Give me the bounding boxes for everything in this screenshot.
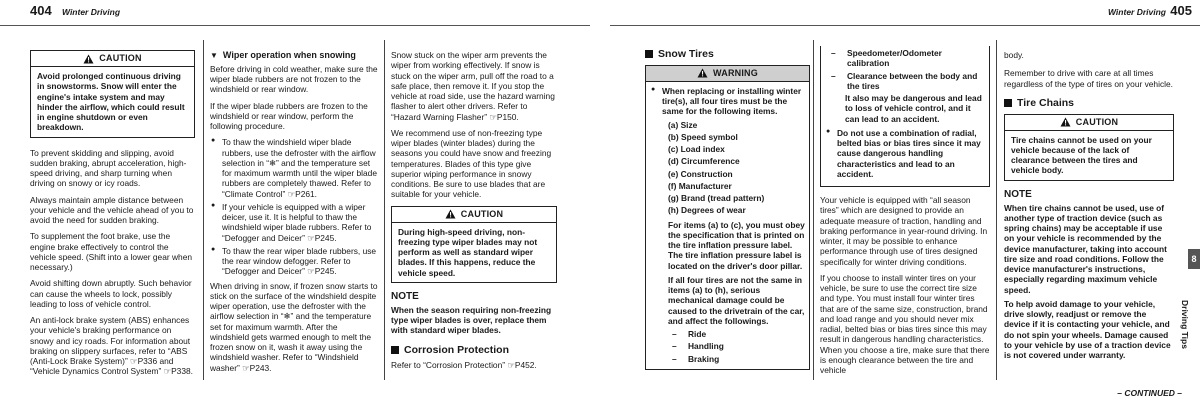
list-item: (d) Circumference [668, 156, 740, 167]
list-item: (e) Construction [668, 168, 733, 179]
snow-tires-heading [645, 48, 810, 61]
caution-label: CAUTION [99, 53, 142, 64]
bullet-item: ● To thaw the rear wiper blade rubbers, use the rear window defogger. Refer to “Defogger and Deicer” ☞P245. [210, 246, 378, 277]
effects-list [825, 48, 985, 91]
warning-bullets [825, 128, 985, 179]
caution-box [1004, 114, 1174, 181]
paragraph: We recommend use of non-freezing type wiper blades (winter blades) during the seasons you could have snow and freezing temperatures. Blades of this type give superior wiping performance in snowy conditions. Be sure to use blades that are suitable for your vehicle. [391, 127, 552, 200]
paragraph: An anti-lock brake system (ABS) enhances your vehicle's braking performance on snowy and icy roads. For information about braking on slippery surfaces, refer to “ABS (Anti-Lock Brake System)” ☞P336 and “Vehicle Dynamics Control System” ☞P338. [30, 315, 193, 377]
list-item: – Clearance between the body and the tires [827, 71, 985, 92]
paragraph: Always maintain ample distance between your vehicle and the vehicle ahead of you to avoid the need for sudden braking. [30, 194, 194, 225]
list-item: (c) Load index [668, 144, 725, 155]
right-col-3 [1004, 50, 1174, 366]
caution-header [31, 51, 194, 67]
warning-header [646, 66, 809, 82]
warning-label: WARNING [713, 67, 758, 78]
caution-label: CAUTION [1075, 116, 1119, 127]
page-number: 404 [30, 3, 52, 18]
bullet-item: ● To thaw the windshield wiper blade rubbers, use the defroster with the airflow selection in “❄” and the temperature set for maximum warmth until the wiper blade rubbers are completely thawed. Refer to “Climate Control” ☞P261. [210, 137, 378, 199]
section-square-icon [645, 50, 653, 58]
wiper-heading-text: Wiper operation when snowing [222, 50, 356, 60]
warning-triangle-icon [697, 68, 708, 78]
paragraph: Remember to drive with care at all times regardless of the type of tires on your vehicle. [1004, 68, 1173, 89]
warning-body [646, 82, 809, 369]
paragraph: Your vehicle is equipped with “all season tires” which are designed to provide an adequate measure of traction, handling and braking performance in year-round driving. In winter, it may be possible to enhance performance through use of tires designed specifically for winter driving conditions. [820, 195, 988, 267]
caution-header [392, 207, 556, 223]
bullet-item: ● When replacing or installing winter tire(s), all four tires must be the same for the following items. [650, 86, 805, 117]
paragraph: Before driving in cold weather, make sure the wiper blade rubbers are not frozen to the windshield or rear window. [210, 63, 378, 95]
column-divider [203, 40, 204, 380]
right-col-2 [820, 46, 990, 381]
warning-triangle-icon [1060, 117, 1071, 127]
note-heading: NOTE [1004, 188, 1032, 200]
effects-list [668, 329, 805, 364]
paragraph: If you choose to install winter tires on your vehicle, be sure to use the correct tire size and type. You must install four winter tires that are of the same size, construction, brand and load range and you should never mix radial, belted bias or bias tires since this may result in dangerous handling characteristics. When you choose a tire, make sure that there is enough clearance between the tire and vehicle [820, 272, 990, 375]
warning-triangle-icon [445, 209, 456, 219]
paragraph: To prevent skidding and slipping, avoid sudden braking, abrupt acceleration, high-speed driving, and sharp turning when driving on snowy or icy roads. [30, 147, 187, 189]
section-title: Tire Chains [1017, 96, 1074, 109]
corrosion-heading [391, 344, 557, 357]
warning-box-continued [820, 46, 990, 187]
paragraph: body. [1004, 50, 1024, 60]
caution-text: During high-speed driving, non-freezing type wiper blades may not perform as well as standard wiper blades. If this happens, reduce the vehicle speed. [398, 226, 538, 278]
list-item: (g) Brand (tread pattern) [668, 193, 765, 204]
section-square-icon [1004, 99, 1012, 107]
bullet-item: ● If your vehicle is equipped with a wiper deicer, use it. It is helpful to thaw the windshield wiper blade rubbers. Refer to “Defogger and Deicer” ☞P245. [210, 202, 378, 243]
page-number: 405 [1170, 3, 1192, 18]
danger-text: It also may be dangerous and lead to loss of vehicle control, and it can lead to an accident. [845, 93, 982, 124]
paragraph: Snow stuck on the wiper arm prevents the wiper from working effectively. If snow is stuck on the wiper arm, pull off the road to a safe place, then remove it. If you stop the vehicle at road side, use the hazard warning flasher to alert other drivers. Refer to “Hazard Warning Flasher” ☞P150. [391, 50, 555, 122]
note-text: To help avoid damage to your vehicle, drive slowly, readjust or remove the device if it is contacting your vehicle, and do not spin your wheels. Damage caused to your vehicle by use of a traction device is not covered under warranty. [1004, 298, 1171, 361]
chapter-tab[interactable]: 8 [1188, 249, 1200, 269]
section-title: Corrosion Protection [404, 343, 510, 356]
section-title: Snow Tires [658, 48, 714, 60]
list-item: (h) Degrees of wear [668, 205, 746, 216]
paragraph: If the wiper blade rubbers are frozen to the windshield or rear window, perform the following procedure. [210, 100, 368, 132]
left-col-2 [210, 50, 378, 379]
paragraph: If all four tires are not the same in items (a) to (h), serious mechanical damage could be caused to the drivetrain of the car, and affect the followings. [668, 274, 805, 326]
caution-box [30, 50, 195, 138]
running-title: Winter Driving [1107, 7, 1166, 17]
column-divider [384, 40, 385, 380]
warning-box [645, 65, 810, 370]
wiper-bullets [210, 137, 378, 276]
paragraph: Avoid shifting down abruptly. Such behavior can cause the wheels to lock, possibly leading to loss of vehicle control. [30, 278, 192, 309]
tire-chains-heading [1004, 97, 1174, 110]
down-triangle-icon: ▼ [210, 50, 218, 60]
caution-text: Avoid prolonged continuous driving in snowstorms. Snow will enter the engine's intake system and may hinder the airflow, which could result in engine shutdown or even breakdown. [37, 71, 185, 133]
caution-label: CAUTION [460, 208, 504, 219]
wiper-heading [210, 50, 378, 61]
running-title: Winter Driving [62, 7, 121, 17]
right-page-header [610, 0, 1200, 26]
list-item: – Ride [668, 329, 805, 339]
section-square-icon [391, 346, 399, 354]
list-item: – Braking [668, 354, 805, 364]
tire-items [650, 120, 805, 364]
list-item: – Handling [668, 341, 805, 351]
continued-marker: – CONTINUED – [1117, 387, 1182, 398]
caution-header [1005, 115, 1173, 131]
note-text: When the season requiring non-freezing type wiper blades is over, replace them with standard wiper blades. [391, 304, 552, 336]
list-item: (f) Manufacturer [668, 180, 732, 191]
right-col-1 [645, 48, 810, 370]
paragraph: When driving in snow, if frozen snow starts to stick on the surface of the windshield despite wiper operation, use the defroster with the airflow selection in “❄” and the temperature set for maximum warmth. After the windshield gets warmed enough to melt the frozen snow on it, wash it away using the windshield washer. Refer to “Windshield washer” ☞P243. [210, 280, 378, 373]
paragraph: For items (a) to (c), you must obey the specification that is printed on the tire inflation pressure label. The tire inflation pressure label is located on the driver's door pillar. [668, 219, 805, 271]
paragraph: Refer to “Corrosion Protection” ☞P452. [391, 360, 537, 371]
left-col-1 [30, 50, 195, 383]
note-heading: NOTE [391, 290, 419, 302]
note-text: When tire chains cannot be used, use of another type of traction device (such as spring chains) may be acceptable if use on your vehicle is recommended by the device manufacturer, taking into account tire size and road conditions. Follow the device manufacturer's instructions, especially regarding maximum vehicle speed. [1004, 202, 1167, 295]
list-item: (b) Speed symbol [668, 131, 738, 142]
caution-box [391, 206, 557, 283]
list-item: – Speedometer/Odometer calibration [827, 48, 985, 69]
left-page-header [0, 0, 590, 26]
column-divider [996, 40, 997, 380]
column-divider [813, 40, 814, 380]
chapter-tab-label: Driving Tips [1180, 300, 1190, 349]
paragraph: To supplement the foot brake, use the engine brake effectively to control the vehicle speed. (Shift into a lower gear when necessary.) [30, 231, 193, 272]
bullet-item: ● Do not use a combination of radial, belted bias or bias tires since it may cause dangerous handling characteristics and lead to an accident. [825, 128, 985, 179]
caution-text: Tire chains cannot be used on your vehicle because of the lack of clearance between the tires and vehicle body. [1011, 134, 1152, 176]
right-page [600, 0, 1200, 402]
list-item: (a) Size [668, 119, 698, 130]
warning-triangle-icon [83, 54, 94, 64]
left-col-3 [391, 50, 557, 377]
